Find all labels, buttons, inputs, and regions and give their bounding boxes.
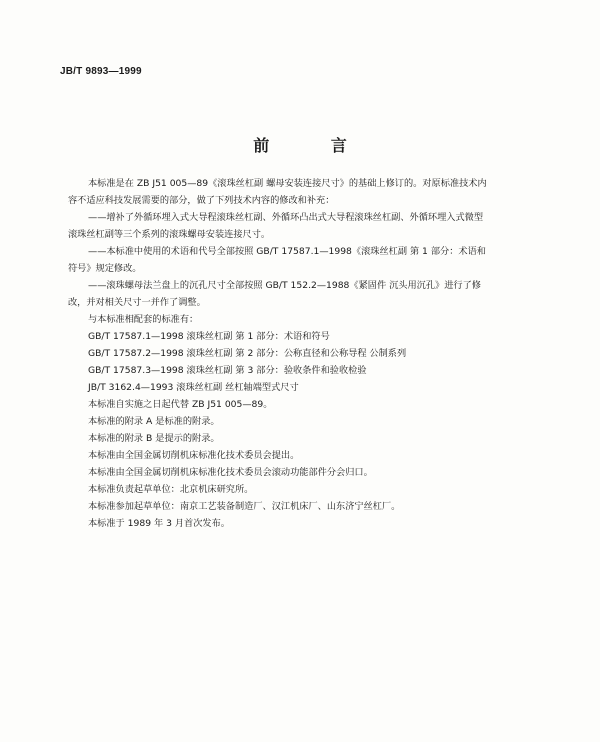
statement: 本标准于 1989 年 3 月首次发布。 — [88, 518, 230, 529]
paragraph-line: 容不适应科技发展需要的部分，做了下列技术内容的修改和补充： — [68, 195, 335, 206]
statement: 本标准参加起草单位：南京工艺装备制造厂、汉江机床厂、山东济宁丝杠厂。 — [88, 501, 401, 512]
statement: 本标准由全国金属切削机床标准化技术委员会提出。 — [88, 450, 300, 461]
statement: 本标准由全国金属切削机床标准化技术委员会滚动功能部件分会归口。 — [88, 467, 373, 478]
paragraph-line: ——增补了外循环埋入式大导程滚珠丝杠副、外循环凸出式大导程滚珠丝杠副、外循环埋入式微型 — [88, 212, 484, 223]
paragraph — [68, 209, 538, 243]
paragraph-line: 符号》规定修改。 — [68, 263, 142, 274]
paragraph — [68, 175, 538, 209]
statement: 本标准负责起草单位：北京机床研究所。 — [88, 484, 254, 495]
statement: 本标准的附录 B 是提示的附录。 — [88, 433, 220, 444]
paragraph-line: 本标准是在 ZB J51 005—89《滚珠丝杠副 螺母安装连接尺寸》的基础上修订的。对原标准技术内 — [88, 178, 487, 189]
statement: 本标准自实施之日起代替 ZB J51 005—89。 — [88, 399, 273, 410]
paragraph — [68, 277, 538, 311]
list-item: JB/T 3162.4—1993 滚珠丝杠副 丝杠轴端型式尺寸 — [88, 382, 299, 393]
paragraph — [68, 243, 538, 277]
list-item: GB/T 17587.1—1998 滚珠丝杠副 第 1 部分：术语和符号 — [88, 331, 330, 342]
companion-intro: 与本标准相配套的标准有： — [88, 314, 199, 325]
companion-standards-list — [68, 328, 538, 396]
paragraph-line: 滚珠丝杠副等三个系列的滚珠螺母安装连接尺寸。 — [68, 229, 271, 240]
statement: 本标准的附录 A 是标准的附录。 — [88, 416, 220, 427]
page-title: 前 言 — [253, 136, 375, 155]
paragraph-line: 改，并对相关尺寸一并作了调整。 — [68, 297, 206, 308]
paragraph-line: ——滚珠螺母法兰盘上的沉孔尺寸全部按照 GB/T 152.2—1988《紧固件 沉头用沉孔》进行了修 — [88, 280, 481, 291]
list-item: GB/T 17587.3—1998 滚珠丝杠副 第 3 部分：验收条件和验收检验 — [88, 365, 367, 376]
list-item: GB/T 17587.2—1998 滚珠丝杠副 第 2 部分：公称直径和公称导程 公制系列 — [88, 348, 407, 359]
paragraph-line: ——本标准中使用的术语和代号全部按照 GB/T 17587.1—1998《滚珠丝杠副 第 1 部分：术语和 — [88, 246, 486, 257]
statements — [68, 396, 538, 532]
standard-code: JB/T 9893—1999 — [60, 66, 142, 77]
foreword-body — [68, 175, 538, 532]
